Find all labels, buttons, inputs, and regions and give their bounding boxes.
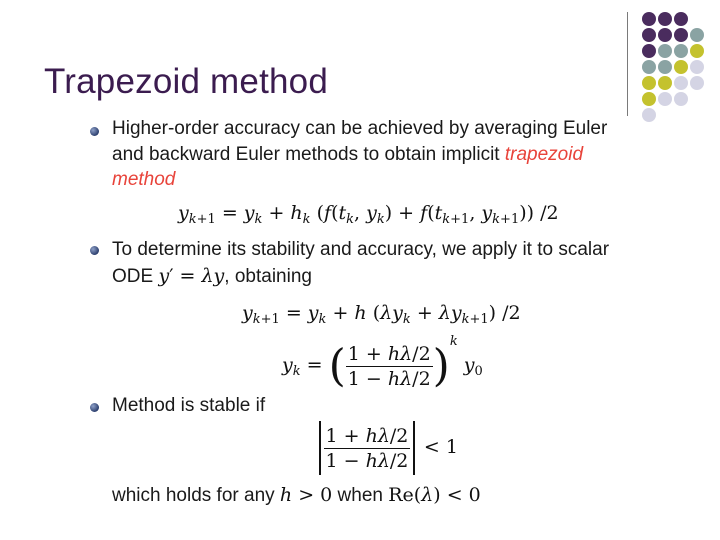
final-line xyxy=(112,482,481,509)
decorative-dot xyxy=(642,60,656,74)
decorative-dot xyxy=(642,76,656,90)
bullet-icon xyxy=(90,246,99,255)
decorative-dot xyxy=(674,92,688,106)
final-text-2: when xyxy=(332,485,389,506)
bullet-1-line-1: Higher-order accuracy can be achieved by averaging Euler xyxy=(112,118,608,139)
decorative-dot xyxy=(658,28,672,42)
decorative-dot xyxy=(658,76,672,90)
decorative-dot xyxy=(674,12,688,26)
decorative-dot xyxy=(658,60,672,74)
decorative-dot xyxy=(658,12,672,26)
emphasis-method: method xyxy=(112,169,176,190)
decorative-dot xyxy=(642,12,656,26)
decorative-dot xyxy=(674,60,688,74)
decorative-dot xyxy=(674,44,688,58)
decorative-dot xyxy=(690,76,704,90)
equation-closed-form: $y_k$ = ( $\frac{1 + h\lambda/2}{1 - h\lambda/2}$ )$^k$ $y_0$ xyxy=(282,334,483,392)
page-title: Trapezoid method xyxy=(44,62,329,101)
equation-scalar: $y_{k+1} = y_k + h$ $(\lambda y_k + \lambda y_{k+1})$ /2 xyxy=(242,302,521,327)
decorative-divider xyxy=(627,12,628,116)
ode-inline: y′ = λy xyxy=(158,265,225,287)
decorative-dot xyxy=(690,44,704,58)
decorative-dot xyxy=(642,44,656,58)
obtaining-text: , obtaining xyxy=(224,266,312,287)
decorative-dot xyxy=(690,28,704,42)
bullet-icon xyxy=(90,127,99,136)
bullet-icon xyxy=(90,403,99,412)
re-lambda-negative: Re(λ) < 0 xyxy=(388,484,481,506)
decorative-dot xyxy=(658,44,672,58)
decorative-dot xyxy=(674,28,688,42)
decorative-dot xyxy=(658,92,672,106)
decorative-dot xyxy=(690,60,704,74)
decorative-dot xyxy=(642,92,656,106)
bullet-3-line-1: Method is stable if xyxy=(112,395,266,416)
bullet-1-line-2-text: and backward Euler methods to obtain implicit xyxy=(112,144,505,165)
decorative-dot xyxy=(674,76,688,90)
decorative-dot xyxy=(642,28,656,42)
h-positive: h > 0 xyxy=(279,484,333,506)
bullet-1-line-2 xyxy=(112,142,583,168)
equation-trapezoid: $y_{k+1} = y_k + h_k$ ($f(t_k$, $y_k) + f(t_{k+1}$, $y_{k+1}$)) /2 xyxy=(178,202,559,227)
bullet-2-line-2 xyxy=(112,263,312,290)
decorative-dot xyxy=(642,108,656,122)
bullet-2-line-2-text: ODE xyxy=(112,266,159,287)
bullet-2-line-1: To determine its stability and accuracy, we apply it to scalar xyxy=(112,239,610,260)
equation-stability: $\frac{1 + h\lambda/2}{1 - h\lambda/2}$ < 1 xyxy=(316,421,458,475)
emphasis-trapezoid: trapezoid xyxy=(504,144,584,165)
final-text-1: which holds for any xyxy=(112,485,280,506)
